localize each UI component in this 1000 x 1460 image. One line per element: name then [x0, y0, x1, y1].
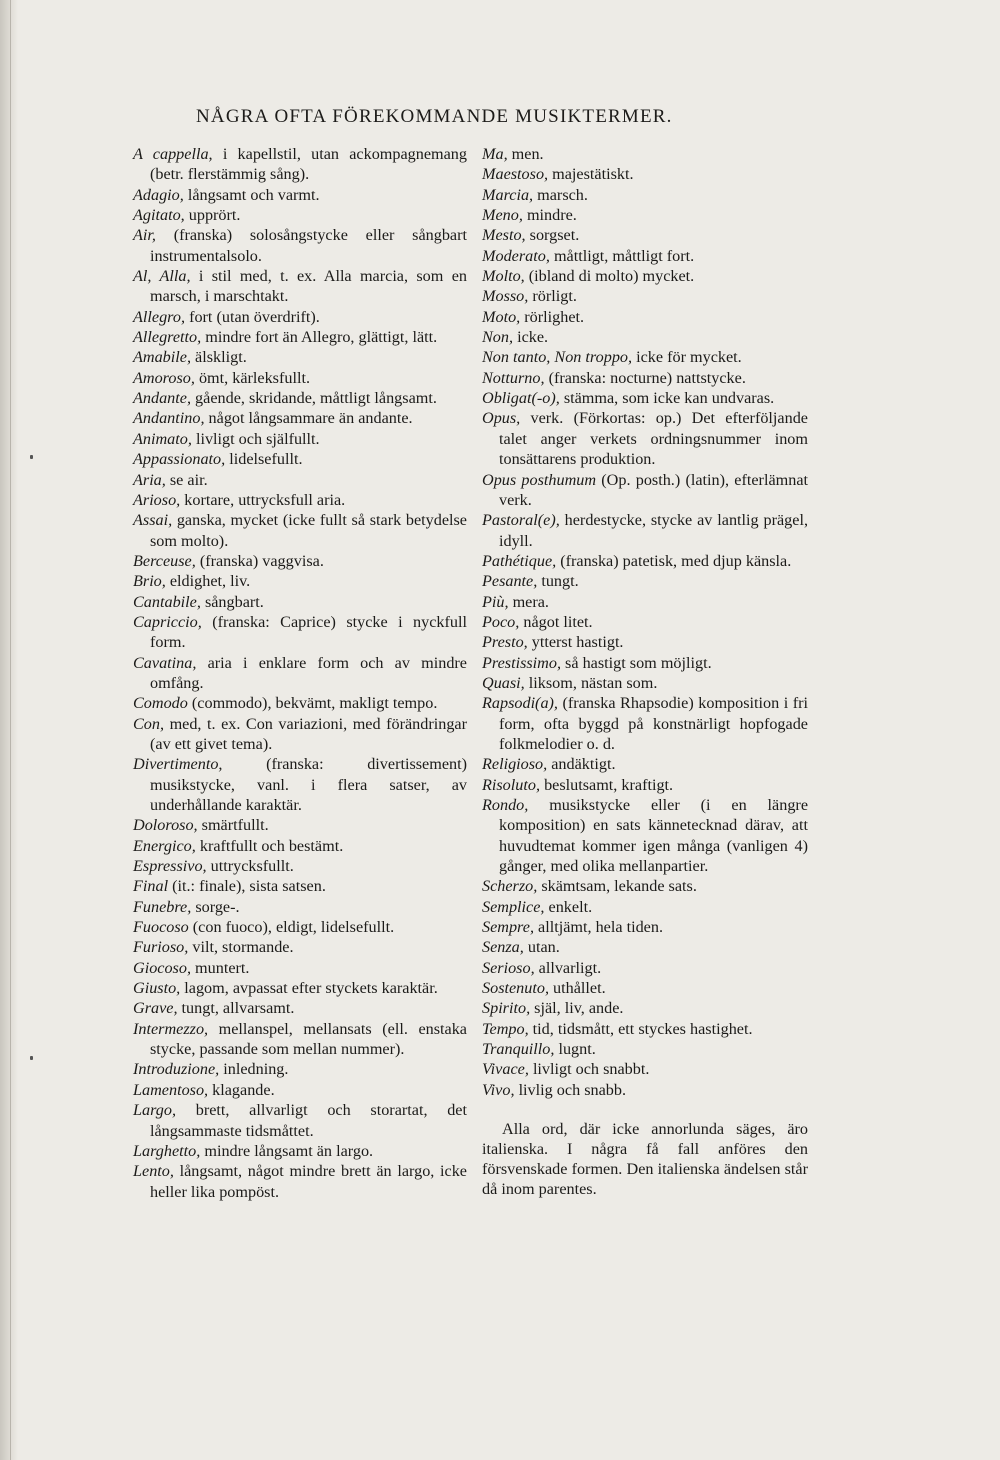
entry-definition: lugnt. — [554, 1040, 596, 1059]
left-column — [133, 144, 467, 1202]
entry-definition: tid, tidsmått, ett styckes hastighet. — [528, 1019, 753, 1038]
entry-definition: (franska) vaggvisa. — [195, 551, 324, 570]
entry-definition: marsch. — [533, 185, 588, 204]
glossary-entry — [482, 937, 808, 957]
entry-definition: något litet. — [519, 612, 593, 631]
entry-term: Amabile, — [133, 348, 191, 367]
glossary-entry — [133, 714, 467, 755]
entry-term: Risoluto, — [482, 775, 541, 794]
glossary-entry — [133, 612, 467, 653]
glossary-entry — [482, 795, 808, 876]
glossary-entry — [482, 347, 808, 367]
glossary-entry — [482, 592, 808, 612]
entry-definition: något långsammare än andante. — [204, 409, 413, 428]
entry-definition: sorge-. — [191, 897, 240, 916]
glossary-entry — [133, 490, 467, 510]
glossary-entry — [133, 1080, 467, 1100]
entry-term: Andantino, — [133, 409, 205, 428]
entry-definition: mindre. — [522, 206, 577, 225]
glossary-entry — [133, 917, 467, 937]
entry-term: Meno, — [482, 206, 523, 225]
entry-definition: måttligt, måttligt fort. — [549, 246, 695, 265]
glossary-entry — [482, 164, 808, 184]
entry-definition: själ, liv, ande. — [530, 999, 624, 1018]
entry-term: Fuocoso — [133, 918, 189, 937]
glossary-entry — [133, 1100, 467, 1141]
glossary-entry — [133, 897, 467, 917]
entry-term: Semplice, — [482, 897, 545, 916]
entry-term: Mesto, — [482, 226, 526, 245]
entry-definition: muntert. — [191, 958, 250, 977]
entry-term: Senza, — [482, 938, 524, 957]
entry-term: Amoroso, — [133, 368, 195, 387]
glossary-entry — [133, 754, 467, 815]
entry-term: Lamentoso, — [133, 1080, 209, 1099]
entry-term: Air, — [133, 226, 156, 245]
entry-definition: skämtsam, lekande sats. — [537, 877, 697, 896]
glossary-entry — [133, 836, 467, 856]
entry-definition: musikstycke eller (i en längre komposition) en sats kännetecknad därav, att huvudtemat kommer igen många (vanligen 4) gånger, med olika mellanpartier. — [499, 796, 808, 876]
glossary-entry — [482, 693, 808, 754]
entry-term: Brio, — [133, 572, 166, 591]
entry-definition: eldighet, liv. — [165, 572, 251, 591]
entry-term: Moto, — [482, 307, 521, 326]
entry-term: Poco, — [482, 612, 520, 631]
entry-term: Con, — [133, 714, 165, 733]
glossary-entry — [133, 266, 467, 307]
glossary-entry — [133, 470, 467, 490]
entry-term: Non, — [482, 328, 514, 347]
entry-definition: ytterst hastigt. — [527, 633, 624, 652]
entry-term: Comodo — [133, 694, 188, 713]
glossary-entry — [482, 286, 808, 306]
entry-definition: andäktigt. — [547, 755, 616, 774]
entry-term: Sempre, — [482, 918, 534, 937]
entry-definition: stämma, som icke kan undvaras. — [559, 389, 775, 408]
entry-term: Funebre, — [133, 897, 192, 916]
entry-definition: långsamt och varmt. — [183, 185, 320, 204]
glossary-entry — [133, 307, 467, 327]
footnote: Alla ord, där icke annorlunda säges, äro italienska. I några få fall anföres den försvenskade formen. Den italienska ändelsen står då inom parentes. — [482, 1120, 808, 1199]
entry-definition: utan. — [523, 938, 560, 957]
entry-definition: livligt och själfullt. — [191, 429, 320, 448]
entry-definition: mera. — [508, 592, 549, 611]
glossary-entry — [133, 205, 467, 225]
entry-term: Scherzo, — [482, 877, 538, 896]
glossary-entry — [133, 1019, 467, 1060]
entry-term: Non tanto, Non troppo, — [482, 348, 633, 367]
glossary-entry — [133, 388, 467, 408]
entry-definition: alltjämt, hela tiden. — [534, 918, 664, 937]
entry-definition: enkelt. — [544, 897, 593, 916]
glossary-entry — [482, 205, 808, 225]
glossary-entry — [482, 368, 808, 388]
glossary-entry — [482, 632, 808, 652]
entry-definition: smärtfullt. — [197, 816, 269, 835]
glossary-entry — [482, 571, 808, 591]
glossary-entry — [133, 408, 467, 428]
entry-term: Animato, — [133, 429, 192, 448]
entry-definition: vilt, stormande. — [188, 938, 294, 957]
glossary-entry — [133, 815, 467, 835]
glossary-entry — [482, 1059, 808, 1079]
glossary-entry — [482, 917, 808, 937]
entry-term: Pastoral(e), — [482, 511, 560, 530]
right-column — [482, 144, 808, 1199]
entry-definition: ganska, mycket (icke fullt så stark betydelse som molto). — [150, 511, 467, 550]
entry-term: Lento, — [133, 1162, 174, 1181]
entry-definition: mindre långsamt än largo. — [200, 1141, 374, 1160]
entry-term: Pesante, — [482, 572, 538, 591]
glossary-entry — [133, 327, 467, 347]
entry-definition: fort (utan överdrift). — [185, 307, 320, 326]
glossary-entry — [482, 876, 808, 896]
entry-term: Mosso, — [482, 287, 529, 306]
entry-term: Agitato, — [133, 206, 185, 225]
glossary-entry — [482, 144, 808, 164]
entry-definition: gående, skridande, måttligt långsamt. — [191, 389, 437, 408]
entry-term: Opus posthumum — [482, 470, 597, 489]
entry-definition: uttrycksfullt. — [206, 857, 294, 876]
glossary-entry — [482, 510, 808, 551]
entry-term: Marcia, — [482, 185, 534, 204]
glossary-entry — [482, 754, 808, 774]
entry-term: Final — [133, 877, 169, 896]
glossary-entry — [133, 347, 467, 367]
glossary-entry — [133, 449, 467, 469]
entry-definition: livligt och snabbt. — [528, 1060, 650, 1079]
entry-term: Obligat(-o), — [482, 389, 560, 408]
entry-term: Appassionato, — [133, 450, 226, 469]
entry-definition: icke. — [513, 328, 549, 347]
entry-term: Capriccio, — [133, 612, 202, 631]
entry-term: Aria, — [133, 470, 166, 489]
entry-definition: lidelsefullt. — [225, 450, 303, 469]
glossary-entry — [482, 612, 808, 632]
entry-term: Andante, — [133, 389, 191, 408]
entry-term: Furioso, — [133, 938, 189, 957]
entry-definition: i kapellstil, utan ackompagnemang (betr. flerstämmig sång). — [150, 145, 467, 184]
entry-term: Sostenuto, — [482, 979, 549, 998]
glossary-entry — [133, 1059, 467, 1079]
page-gutter — [0, 0, 18, 1460]
entry-definition: (franska) solosångstycke eller sångbart instrumentalsolo. — [150, 226, 467, 265]
entry-definition: med, t. ex. Con variazioni, med förändringar (av ett givet tema). — [150, 714, 467, 753]
entry-definition: (it.: finale), sista satsen. — [168, 877, 326, 896]
entry-definition: se air. — [165, 470, 208, 489]
glossary-entry — [133, 592, 467, 612]
entry-definition: (Op. posth.) (latin), efterlämnat verk. — [499, 470, 808, 509]
entry-definition: aria i enklare form och av mindre omfång. — [150, 653, 467, 692]
entry-term: Vivo, — [482, 1080, 515, 1099]
entry-definition: brett, allvarligt och storartat, det långsammaste tidsmåttet. — [150, 1101, 467, 1140]
glossary-entry — [482, 1080, 808, 1100]
entry-definition: klagande. — [208, 1080, 275, 1099]
glossary-entry — [482, 185, 808, 205]
glossary-entry — [482, 551, 808, 571]
glossary-entry — [482, 673, 808, 693]
entry-term: Molto, — [482, 267, 525, 286]
entry-definition: (franska: nocturne) nattstycke. — [544, 368, 746, 387]
entry-term: Arioso, — [133, 490, 181, 509]
entry-definition: men. — [507, 145, 544, 163]
glossary-entry — [133, 225, 467, 266]
glossary-entry — [482, 1019, 808, 1039]
glossary-entry — [482, 998, 808, 1018]
entry-term: Doloroso, — [133, 816, 198, 835]
glossary-entry — [482, 897, 808, 917]
margin-mark — [30, 1056, 33, 1060]
entry-term: Tranquillo, — [482, 1040, 555, 1059]
entry-term: Energico, — [133, 836, 196, 855]
glossary-entry — [482, 1039, 808, 1059]
entry-term: Berceuse, — [133, 551, 196, 570]
entry-term: Introduzione, — [133, 1060, 220, 1079]
glossary-entry — [482, 775, 808, 795]
entry-term: Maestoso, — [482, 165, 549, 184]
entry-definition: majestätiskt. — [548, 165, 634, 184]
entry-definition: älskligt. — [191, 348, 247, 367]
entry-definition: upprört. — [184, 206, 241, 225]
entry-term: A cappella, — [133, 145, 213, 163]
entry-term: Giocoso, — [133, 958, 191, 977]
entry-definition: livlig och snabb. — [514, 1080, 627, 1099]
entry-term: Più, — [482, 592, 509, 611]
glossary-entry — [133, 144, 467, 185]
entry-definition: mellanspel, mellansats (ell. enstaka stycke, passande som mellan nummer). — [150, 1019, 467, 1059]
glossary-entry — [133, 978, 467, 998]
glossary-entry — [482, 978, 808, 998]
entry-definition: kraftfullt och bestämt. — [195, 836, 344, 855]
entry-term: Tempo, — [482, 1019, 529, 1038]
entry-definition: icke för mycket. — [632, 348, 742, 367]
entry-definition: verk. (Förkortas: op.) Det efterföljande talet anger verkets ordningsnummer inom tonsättarens produktion. — [499, 409, 808, 469]
entry-term: Religioso, — [482, 755, 548, 774]
entry-definition: sorgset. — [525, 226, 580, 245]
entry-term: Rapsodi(a), — [482, 694, 558, 713]
entry-term: Moderato, — [482, 246, 550, 265]
entry-definition: beslutsamt, kraftigt. — [540, 775, 674, 794]
glossary-entry — [482, 653, 808, 673]
glossary-entry — [133, 876, 467, 896]
entry-definition: (franska Rhapsodie) komposition i fri form, ofta byggd på konstnärligt hopfogade folkmelodier o. d. — [499, 694, 808, 753]
entry-definition: (con fuoco), eldigt, lidelsefullt. — [188, 918, 395, 937]
margin-mark — [30, 455, 33, 459]
entry-definition: liksom, nästan som. — [524, 673, 658, 692]
glossary-entry — [482, 408, 808, 469]
entry-definition: i stil med, t. ex. Alla marcia, som en marsch, i marschtakt. — [150, 267, 467, 306]
entry-term: Largo, — [133, 1101, 177, 1120]
glossary-entry — [133, 429, 467, 449]
entry-definition: tungt. — [537, 572, 579, 591]
glossary-entry — [133, 693, 467, 713]
entry-term: Divertimento, — [133, 755, 223, 774]
entry-term: Pathétique, — [482, 551, 557, 570]
entry-definition: rörlighet. — [520, 307, 585, 326]
glossary-entry — [133, 185, 467, 205]
entry-term: Giusto, — [133, 979, 181, 998]
entry-definition: herdestycke, stycke av lantlig prägel, idyll. — [499, 511, 808, 550]
entry-definition: kortare, uttrycksfull aria. — [180, 490, 346, 509]
entry-term: Allegro, — [133, 307, 186, 326]
entry-term: Cavatina, — [133, 653, 197, 672]
glossary-entry — [133, 1161, 467, 1202]
entry-definition: (ibland di molto) mycket. — [524, 267, 695, 286]
glossary-entry — [482, 958, 808, 978]
glossary-entry — [482, 327, 808, 347]
glossary-entry — [133, 1141, 467, 1161]
entry-definition: långsamt, något mindre brett än largo, icke heller lika pompöst. — [150, 1162, 467, 1201]
entry-term: Presto, — [482, 633, 528, 652]
entry-term: Opus, — [482, 409, 521, 428]
glossary-entry — [133, 571, 467, 591]
entry-term: Grave, — [133, 999, 178, 1018]
entry-term: Allegretto, — [133, 328, 202, 347]
entry-definition: tungt, allvarsamt. — [177, 999, 295, 1018]
entry-definition: rörligt. — [528, 287, 577, 306]
entry-term: Quasi, — [482, 673, 525, 692]
entry-definition: uthållet. — [549, 979, 606, 998]
glossary-entry — [482, 246, 808, 266]
entry-term: Al, Alla, — [133, 267, 191, 286]
glossary-entry — [133, 368, 467, 388]
entry-term: Spirito, — [482, 999, 531, 1018]
entry-term: Adagio, — [133, 185, 184, 204]
entry-term: Ma, — [482, 145, 508, 163]
entry-definition: (franska: divertissement) musikstycke, vanl. i flera satser, av underhållande karaktär. — [150, 755, 467, 814]
glossary-entry — [482, 307, 808, 327]
glossary-entry — [133, 856, 467, 876]
glossary-entry — [482, 266, 808, 286]
entry-term: Larghetto, — [133, 1141, 201, 1160]
entry-definition: inledning. — [219, 1060, 289, 1079]
glossary-entry — [133, 653, 467, 694]
entry-term: Intermezzo, — [133, 1019, 209, 1038]
entry-definition: lagom, avpassat efter styckets karaktär. — [180, 979, 438, 998]
glossary-entry — [482, 225, 808, 245]
entry-definition: så hastigt som möjligt. — [561, 653, 712, 672]
entry-term: Espressivo, — [133, 857, 207, 876]
entry-definition: (franska: Caprice) stycke i nyckfull form. — [150, 612, 467, 652]
entry-definition: (franska) patetisk, med djup känsla. — [556, 551, 792, 570]
entry-definition: mindre fort än Allegro, glättigt, lätt. — [201, 328, 438, 347]
entry-definition: sångbart. — [200, 592, 264, 611]
entry-term: Serioso, — [482, 958, 535, 977]
entry-term: Assai, — [133, 511, 173, 530]
page-title: NÅGRA OFTA FÖREKOMMANDE MUSIKTERMER. — [196, 106, 673, 127]
entry-term: Notturno, — [482, 368, 545, 387]
entry-definition: (commodo), bekvämt, makligt tempo. — [187, 694, 438, 713]
glossary-entry — [482, 388, 808, 408]
entry-term: Cantabile, — [133, 592, 201, 611]
entry-definition: ömt, kärleksfullt. — [194, 368, 310, 387]
glossary-entry — [133, 998, 467, 1018]
glossary-entry — [133, 551, 467, 571]
entry-term: Vivace, — [482, 1060, 529, 1079]
glossary-entry — [133, 510, 467, 551]
entry-definition: allvarligt. — [534, 958, 602, 977]
glossary-entry — [482, 470, 808, 511]
glossary-entry — [133, 958, 467, 978]
entry-term: Prestissimo, — [482, 653, 561, 672]
glossary-entry — [133, 937, 467, 957]
entry-term: Rondo, — [482, 796, 529, 814]
